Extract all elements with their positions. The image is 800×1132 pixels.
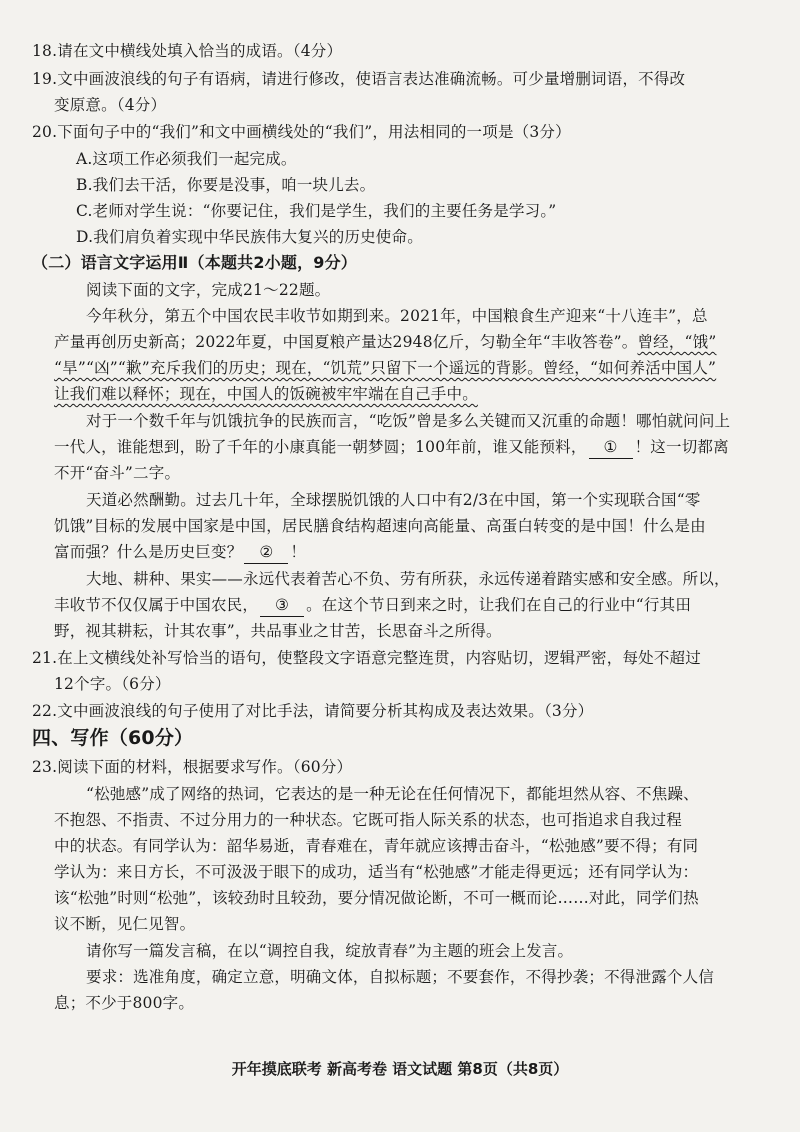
passage-p2-line2 bbox=[54, 436, 729, 459]
option-a: A.这项工作必须我们一起完成。 bbox=[76, 150, 297, 168]
essay-material-line6: 议不断，见仁见智。 bbox=[54, 915, 196, 933]
passage-p1-line4 bbox=[54, 383, 478, 405]
passage-p4-line3: 野，视其耕耘，计其农事”，共品事业之甘苦，长思奋斗之所得。 bbox=[54, 622, 502, 640]
passage-p3-line3 bbox=[54, 541, 306, 564]
passage-p1-line2-plain: 产量再创历史新高；2022年夏，中国夏粮产量达2948亿斤，匀勒全年“丰收答卷”。 bbox=[54, 333, 638, 351]
wavy-underlined-sentence: “旱”“凶”“歉”充斥我们的历史；现在，“饥荒”只留下一个遥远的背影。曾经，“如何养活中国人” bbox=[54, 359, 717, 377]
passage-p2-line2-text: 一代人，谁能想到，盼了千年的小康真能一朝梦圆；100年前，谁又能预料， bbox=[54, 438, 587, 456]
question-18: 18.请在文中横线处填入恰当的成语。（4分） bbox=[32, 42, 343, 60]
blank-1: ① bbox=[589, 436, 633, 459]
passage-p1-line2 bbox=[54, 331, 717, 353]
passage-p2-line1: 对于一个数千年与饥饿抗争的民族而言，“吃饭”曾是多么关键而又沉重的命题！哪怕就问问上 bbox=[86, 412, 731, 430]
option-b: B.我们去干活，你要是没事，咱一块儿去。 bbox=[76, 176, 376, 194]
passage-p3-line2: 饥饿”目标的发展中国家是中国，居民膳食结构超速向高能量、高蛋白转变的是中国！什么是由 bbox=[54, 517, 706, 535]
section-4-title: 四、写作（60分） bbox=[32, 727, 194, 749]
blank-2: ② bbox=[244, 541, 288, 564]
essay-material-line1: “松弛感”成了网络的热词，它表达的是一种无论在任何情况下，都能坦然从容、不焦躁、 bbox=[86, 785, 699, 803]
question-19-continued: 变原意。（4分） bbox=[54, 96, 167, 114]
question-23: 23.阅读下面的材料，根据要求写作。（60分） bbox=[32, 758, 353, 776]
passage-p3-line1: 天道必然酬勤。过去几十年，全球摆脱饥饿的人口中有2/3在中国，第一个实现联合国“零 bbox=[86, 491, 701, 509]
passage-p3-line3-tail: ！ bbox=[290, 543, 307, 561]
option-c: C.老师对学生说：“你要记住，我们是学生，我们的主要任务是学习。” bbox=[76, 202, 557, 220]
reading-instruction: 阅读下面的文字，完成21～22题。 bbox=[86, 281, 331, 299]
wavy-underlined-sentence-end: 让我们难以释怀；现在，中国人的饭碗被牢牢端在自己手中。 bbox=[54, 385, 478, 403]
essay-task: 请你写一篇发言稿，在以“调控自我，绽放青春”为主题的班会上发言。 bbox=[86, 942, 574, 960]
essay-material-line3: 中的状态。有同学认为：韶华易逝，青春难在，青年就应该搏击奋斗，“松弛感”要不得；有同 bbox=[54, 837, 699, 855]
question-20: 20.下面句子中的“我们”和文中画横线处的“我们”，用法相同的一项是（3分） bbox=[32, 123, 571, 141]
wavy-underlined-sentence-start: 曾经，“饿” bbox=[637, 333, 717, 351]
question-22: 22.文中画波浪线的句子使用了对比手法，请简要分析其构成及表达效果。（3分） bbox=[32, 702, 594, 720]
blank-3: ③ bbox=[260, 594, 304, 617]
passage-p4-line1: 大地、耕种、果实——永远代表着苦心不负、劳有所获，永远传递着踏实感和安全感。所以， bbox=[86, 570, 730, 588]
passage-p2-line3: 不开“奋斗”二字。 bbox=[54, 464, 181, 482]
essay-requirements-line2: 息；不少于800字。 bbox=[54, 994, 195, 1012]
passage-p4-line2 bbox=[54, 594, 691, 617]
essay-requirements-line1: 要求：选准角度，确定立意，明确文体，自拟标题；不要套作，不得抄袭；不得泄露个人信 bbox=[86, 968, 715, 986]
essay-material-line4: 学认为：来日方长，不可汲汲于眼下的成功，适当有“松弛感”才能走得更远；还有同学认为： bbox=[54, 863, 699, 881]
passage-p4-line2-tail: 。在这个节日到来之时，让我们在自己的行业中“行其田 bbox=[306, 596, 692, 614]
essay-material-line2: 不抱怨、不指责、不过分用力的一种状态。它既可指人际关系的状态，也可指追求自我过程 bbox=[54, 811, 683, 829]
passage-p3-line3-text: 富而强？什么是历史巨变？ bbox=[54, 543, 243, 561]
passage-p4-line2-text: 丰收节不仅仅属于中国农民， bbox=[54, 596, 259, 614]
essay-material-line5: 该“松弛”时则“松弛”，该较劲时且较劲，要分情况做论断，不可一概而论……对此，同学们热 bbox=[54, 889, 699, 907]
passage-p1-line3 bbox=[54, 357, 716, 379]
passage-p1-line1: 今年秋分，第五个中国农民丰收节如期到来。2021年，中国粮食生产迎来“十八连丰”，总 bbox=[86, 307, 708, 325]
question-21: 21.在上文横线处补写恰当的语句，使整段文字语意完整连贯，内容贴切，逻辑严密，每处不超过 bbox=[32, 649, 701, 667]
question-21-continued: 12个字。（6分） bbox=[54, 675, 171, 693]
section-2-title: （二）语言文字运用Ⅱ（本题共2小题，9分） bbox=[32, 253, 358, 272]
question-19: 19.文中画波浪线的句子有语病，请进行修改，使语言表达准确流畅。可少量增删词语，不得改 bbox=[32, 70, 686, 88]
option-d: D.我们肩负着实现中华民族伟大复兴的历史使命。 bbox=[76, 228, 423, 246]
page-footer: 开年摸底联考 新高考卷 语文试题 第8页（共8页） bbox=[231, 1060, 569, 1078]
passage-p2-line2-tail: ！这一切都离 bbox=[634, 438, 729, 456]
